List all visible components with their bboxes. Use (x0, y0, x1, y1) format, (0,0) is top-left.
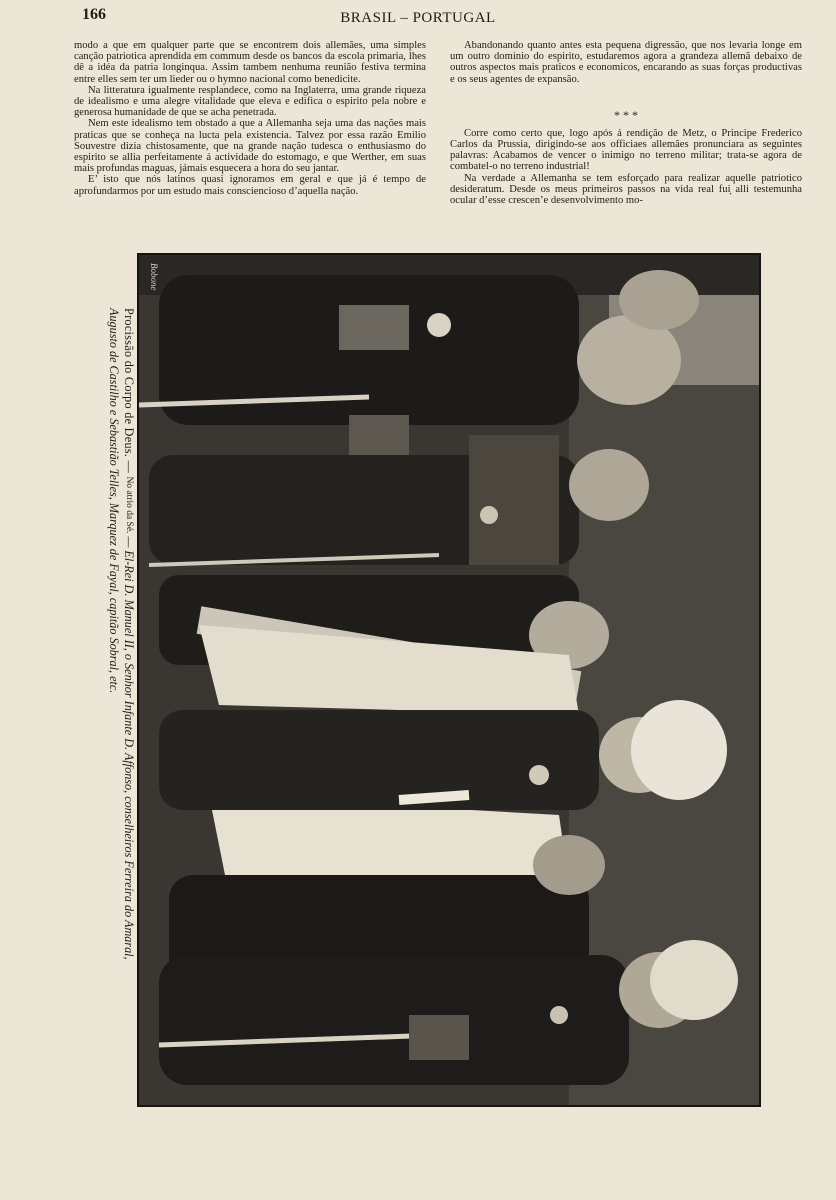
page-header (0, 4, 836, 30)
left-paragraph-2: Na litteratura igualmente resplandece, como na Inglaterra, uma grande riqueza de idealismo e uma alegre vitalidade que eleva e edifica o espirito pela nobre e generosa humanidade de que se acha penetrada. (74, 84, 426, 119)
page-number: 166 (82, 6, 106, 23)
right-paragraph-3: Na verdade a Allemanha se tem esforçado para realizar aquelle patriotico desideratum. Desde os meus primeiros passos na vida real fui̟ alli testemunha ocular d’esse crescen’e desenvolvimento mo- (450, 172, 802, 207)
photo-caption (96, 308, 136, 1088)
procession-photograph (137, 253, 761, 1107)
asterism-divider: * * * (614, 107, 638, 122)
right-paragraph-1: Abandonando quanto antes esta pequena digressão, que nos levaria longe em um outro dominio do espirito, estudaremos agora a grandeza allemã debaixo de outros aspectos mais praticos e economicos, encarando as suas forças productivas e os seus agentes de expansão. (450, 40, 802, 85)
caption-line-1 (121, 308, 136, 1088)
right-text-column (450, 40, 802, 206)
caption-event: Procissão do Corpo de Deus. — (122, 308, 136, 477)
left-paragraph-3: Nem este idealismo tem obstado a que a Allemanha seja uma das nações mais praticas que se conheça na lucta pela existencia. Talvez por essa razão Emilio Souvestre dizia chistosamente, que na grande nação tudesca o enthusiasmo do espirito se allia perfeitamente á actividade do estomago, e que Werther, em suas mais profundas maguas, jámais esquecera a hora do seu jantar. (74, 118, 426, 175)
running-title: BRASIL – PORTUGAL (340, 10, 496, 26)
caption-line-2: Augusto de Castilho e Sebastião Telles, Marquez de Fayal, capitão Sobral, etc. (107, 308, 121, 694)
left-text-column (74, 40, 426, 197)
left-paragraph-1: modo a que em qualquer parte que se encontrem dois allemães, uma simples canção patriotica aprendida em commum desde os bancos da escola primaria, lhes dê a idéa da patria longinqua. Assim tambem nenhuma reunião festiva termina entre elles sem ter um lieder ou o hymno nacional como benedicite. (74, 40, 426, 85)
left-paragraph-4: E’ isto que nós latinos quasi ignoramos em geral e que já é tempo de aprofundarmos por um estudo mais consciencioso d’aquella nação. (74, 174, 426, 197)
right-paragraph-2: Corre como certo que, logo após á rendição de Metz, o Principe Frederico Carlos da Prussia, dirigindo-se aos officiaes allemães pronunciara as seguintes palavras: Acabamos de vencer o inimigo no terreno militar; trata-se agora de combatel-o no terreno industrial! (450, 127, 802, 173)
section-gap (450, 85, 802, 109)
photograph-image (139, 255, 759, 1105)
caption-location: No atrio da Sé. (124, 476, 134, 534)
caption-people: — El-Rei D. Manuel II, o Senhor Infante D. Affonso, conselheiros Ferreira do Amaral, (122, 533, 136, 960)
photographer-signature: Bobone (149, 263, 159, 291)
